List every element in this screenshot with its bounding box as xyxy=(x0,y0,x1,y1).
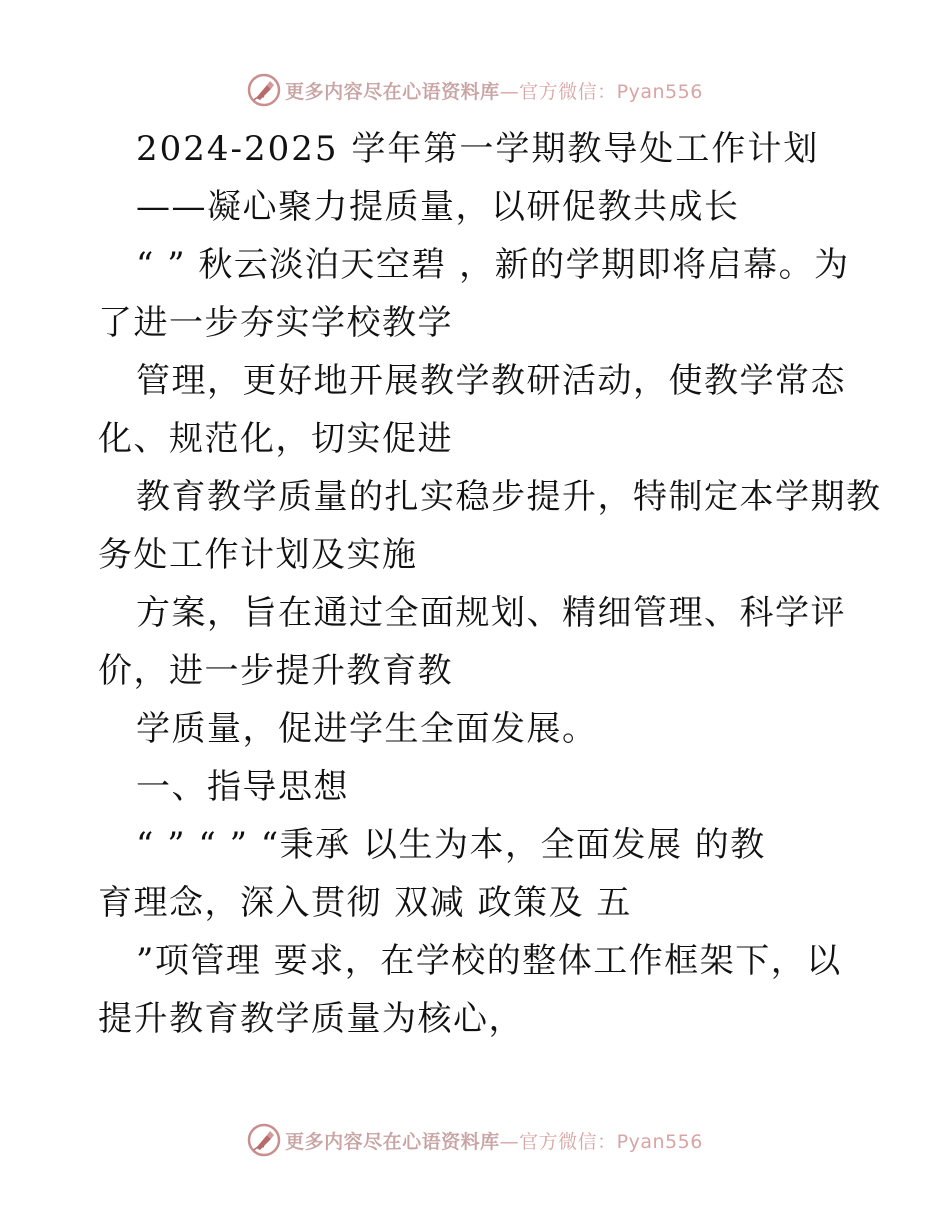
paragraph-line: 化、规范化，切实促进 xyxy=(98,419,453,459)
paragraph-line: 提升教育教学质量为核心， xyxy=(98,999,524,1039)
header-banner-text xyxy=(285,77,703,104)
footer-banner xyxy=(0,1120,950,1160)
paragraph-line: ”项管理 要求，在学校的整体工作框架下，以 xyxy=(136,941,842,981)
pen-logo-icon xyxy=(247,73,281,107)
footer-brand-text: 更多内容尽在心语资料库 xyxy=(285,1130,500,1153)
header-brand-text: 更多内容尽在心语资料库 xyxy=(285,80,500,103)
section-heading: 一、指导思想 xyxy=(136,767,349,807)
header-banner xyxy=(0,70,950,110)
paragraph-line: 务处工作计划及实施 xyxy=(98,535,418,575)
footer-banner-text xyxy=(285,1127,703,1154)
paragraph-line: 教育教学质量的扎实稳步提升，特制定本学期教 xyxy=(136,477,882,517)
paragraph-line: “ ” “ ” “秉承 以生为本，全面发展 的教 xyxy=(136,825,766,865)
paragraph-line: 了进一步夯实学校教学 xyxy=(98,303,453,343)
paragraph-line: 管理，更好地开展教学教研活动，使教学常态 xyxy=(136,361,846,401)
paragraph-line: 方案，旨在通过全面规划、精细管理、科学评 xyxy=(136,593,846,633)
footer-wechat-text: —官方微信：Pyan556 xyxy=(499,1130,703,1153)
paragraph-line: “ ” 秋云淡泊天空碧 ，新的学期即将启幕。为 xyxy=(136,245,850,285)
paragraph-line: 学质量，促进学生全面发展。 xyxy=(136,709,598,749)
paragraph-line: 价，进一步提升教育教 xyxy=(98,651,453,691)
document-title: 2024-2025 学年第一学期教导处工作计划 xyxy=(136,129,820,169)
header-wechat-text: —官方微信：Pyan556 xyxy=(499,80,703,103)
document-subtitle: ——凝心聚力提质量，以研促教共成长 xyxy=(136,187,740,227)
document-body xyxy=(98,120,882,1048)
pen-logo-icon xyxy=(247,1123,281,1157)
paragraph-line: 育理念，深入贯彻 双减 政策及 五 xyxy=(98,883,632,923)
